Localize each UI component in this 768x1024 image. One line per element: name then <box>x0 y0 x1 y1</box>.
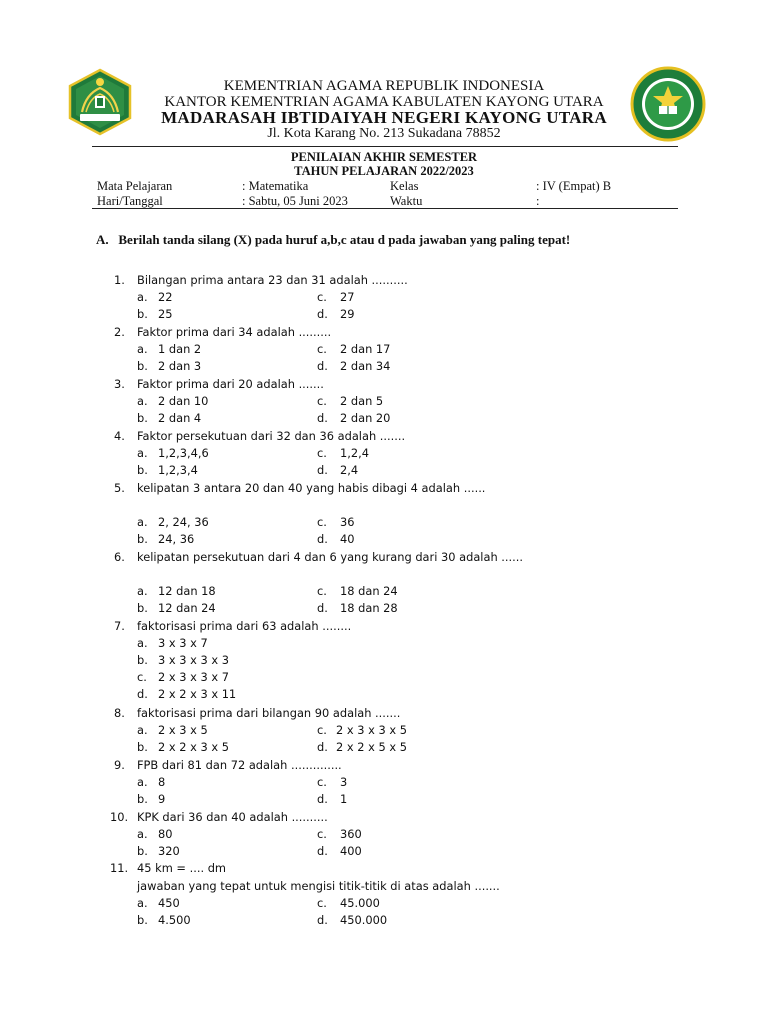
option-text: 2,4 <box>340 463 359 477</box>
option-text: 2 dan 3 <box>158 359 202 373</box>
question-number: 2. <box>114 325 125 339</box>
option-text: 12 dan 18 <box>158 584 216 598</box>
option-letter: a. <box>137 342 148 356</box>
option-text: 12 dan 24 <box>158 601 216 615</box>
option-text: 4.500 <box>158 913 191 927</box>
option-text: 3 <box>340 775 348 789</box>
option-text: 27 <box>340 290 355 304</box>
option-letter: a. <box>137 290 148 304</box>
option-letter: b. <box>137 359 148 373</box>
option-letter: d. <box>317 307 328 321</box>
option-letter: d. <box>317 532 328 546</box>
option-letter: a. <box>137 775 148 789</box>
question-text: faktorisasi prima dari bilangan 90 adalah ....... <box>137 706 401 720</box>
meta-divider <box>92 208 678 209</box>
option-text: 24, 36 <box>158 532 195 546</box>
option-text: 1 dan 2 <box>158 342 202 356</box>
subject-label: Mata Pelajaran <box>97 179 173 193</box>
option-text: 2 x 3 x 3 x 7 <box>158 670 229 684</box>
option-text: 40 <box>340 532 355 546</box>
option-letter: c. <box>317 290 327 304</box>
class-value: : IV (Empat) B <box>536 179 612 193</box>
question-text: Faktor persekutuan dari 32 dan 36 adalah ....... <box>137 429 406 443</box>
option-letter: c. <box>317 827 327 841</box>
option-letter: b. <box>137 792 148 806</box>
question-text: FPB dari 81 dan 72 adalah .............. <box>137 758 342 772</box>
subject-value: : Matematika <box>242 179 309 193</box>
option-text: 22 <box>158 290 173 304</box>
header-address: Jl. Kota Karang No. 213 Sukadana 78852 <box>267 126 501 141</box>
option-text: 3 x 3 x 3 x 3 <box>158 653 229 667</box>
header-office: KANTOR KEMENTRIAN AGAMA KABULATEN KAYONG UTARA <box>164 94 604 110</box>
time-label: Waktu <box>390 194 423 208</box>
option-text: 450.000 <box>340 913 388 927</box>
class-label: Kelas <box>390 179 419 193</box>
option-letter: a. <box>137 636 148 650</box>
option-text: 2 dan 34 <box>340 359 391 373</box>
question-number: 3. <box>114 377 125 391</box>
section-text: Berilah tanda silang (X) pada huruf a,b,c atau d pada jawaban yang paling tepat! <box>118 232 571 247</box>
option-letter: b. <box>137 653 148 667</box>
option-letter: c. <box>317 584 327 598</box>
exam-year: TAHUN PELAJARAN 2022/2023 <box>294 164 474 178</box>
option-letter: d. <box>317 740 328 754</box>
option-letter: c. <box>317 515 327 529</box>
option-letter: a. <box>137 896 148 910</box>
option-letter: c. <box>317 775 327 789</box>
option-text: 8 <box>158 775 166 789</box>
question-text: Faktor prima dari 20 adalah ....... <box>137 377 324 391</box>
option-text: 36 <box>340 515 355 529</box>
option-letter: b. <box>137 463 148 477</box>
option-text: 80 <box>158 827 173 841</box>
date-label: Hari/Tanggal <box>97 194 163 208</box>
option-letter: d. <box>317 359 328 373</box>
option-letter: b. <box>137 844 148 858</box>
question-number: 4. <box>114 429 125 443</box>
option-letter: c. <box>317 723 327 737</box>
option-letter: d. <box>317 463 328 477</box>
option-text: 45.000 <box>340 896 380 910</box>
option-letter: d. <box>137 687 148 701</box>
option-letter: b. <box>137 601 148 615</box>
option-text: 2 dan 5 <box>340 394 384 408</box>
header-ministry: KEMENTRIAN AGAMA REPUBLIK INDONESIA <box>223 78 545 94</box>
option-text: 2 x 2 x 5 x 5 <box>336 740 407 754</box>
option-letter: d. <box>317 601 328 615</box>
question-text: 45 km = .... dm <box>137 861 227 875</box>
option-text: 2 x 3 x 3 x 5 <box>336 723 407 737</box>
question-number: 1. <box>114 273 125 287</box>
header-divider <box>92 146 678 147</box>
option-letter: d. <box>317 411 328 425</box>
option-text: 3 x 3 x 7 <box>158 636 208 650</box>
option-letter: c. <box>317 342 327 356</box>
question-text: Bilangan prima antara 23 dan 31 adalah .......... <box>137 273 408 287</box>
option-letter: a. <box>137 446 148 460</box>
option-letter: a. <box>137 515 148 529</box>
header-school: MADARASAH IBTIDAIYAH NEGERI KAYONG UTARA <box>161 108 607 127</box>
question-number: 10. <box>110 810 129 824</box>
option-text: 29 <box>340 307 355 321</box>
option-text: 2 x 3 x 5 <box>158 723 208 737</box>
option-text: 1,2,3,4 <box>158 463 198 477</box>
question-text: kelipatan persekutuan dari 4 dan 6 yang kurang dari 30 adalah ...... <box>137 550 524 564</box>
option-text: 450 <box>158 896 180 910</box>
option-text: 2 dan 17 <box>340 342 391 356</box>
exam-title: PENILAIAN AKHIR SEMESTER <box>290 150 478 164</box>
option-letter: a. <box>137 584 148 598</box>
option-letter: b. <box>137 411 148 425</box>
option-letter: c. <box>317 446 327 460</box>
option-letter: a. <box>137 723 148 737</box>
option-letter: b. <box>137 532 148 546</box>
question-number: 11. <box>110 861 129 875</box>
section-instruction <box>96 232 570 248</box>
question-text: faktorisasi prima dari 63 adalah ........ <box>137 619 352 633</box>
option-text: 360 <box>340 827 362 841</box>
option-text: 1 <box>340 792 348 806</box>
option-text: 25 <box>158 307 173 321</box>
option-letter: c. <box>317 394 327 408</box>
option-text: 18 dan 24 <box>340 584 398 598</box>
option-text: 2 dan 20 <box>340 411 391 425</box>
option-text: 2 dan 4 <box>158 411 202 425</box>
option-text: 400 <box>340 844 362 858</box>
option-letter: b. <box>137 913 148 927</box>
time-value: : <box>536 194 540 208</box>
question-text: kelipatan 3 antara 20 dan 40 yang habis dibagi 4 adalah ...... <box>137 481 486 495</box>
option-letter: c. <box>137 670 147 684</box>
option-text: 18 dan 28 <box>340 601 398 615</box>
question-number: 7. <box>114 619 125 633</box>
option-letter: b. <box>137 740 148 754</box>
option-letter: c. <box>317 896 327 910</box>
option-text: 2 x 2 x 3 x 11 <box>158 687 237 701</box>
option-text: 2, 24, 36 <box>158 515 209 529</box>
option-letter: a. <box>137 394 148 408</box>
option-text: 320 <box>158 844 180 858</box>
option-letter: d. <box>317 844 328 858</box>
option-text: 1,2,4 <box>340 446 369 460</box>
option-text: 2 x 2 x 3 x 5 <box>158 740 229 754</box>
option-text: 9 <box>158 792 166 806</box>
madrasah-logo <box>630 66 706 142</box>
date-value: : Sabtu, 05 Juni 2023 <box>242 194 348 208</box>
question-text: KPK dari 36 dan 40 adalah .......... <box>137 810 328 824</box>
kemenag-logo <box>66 68 134 136</box>
question-number: 5. <box>114 481 125 495</box>
question-number: 6. <box>114 550 125 564</box>
question-number: 9. <box>114 758 125 772</box>
option-text: 2 dan 10 <box>158 394 209 408</box>
question-text: Faktor prima dari 34 adalah ......... <box>137 325 332 339</box>
question-subtext: jawaban yang tepat untuk mengisi titik-titik di atas adalah ....... <box>137 879 500 893</box>
option-letter: a. <box>137 827 148 841</box>
question-number: 8. <box>114 706 125 720</box>
section-letter: A. <box>96 232 109 247</box>
option-letter: b. <box>137 307 148 321</box>
option-letter: d. <box>317 792 328 806</box>
option-text: 1,2,3,4,6 <box>158 446 209 460</box>
option-letter: d. <box>317 913 328 927</box>
